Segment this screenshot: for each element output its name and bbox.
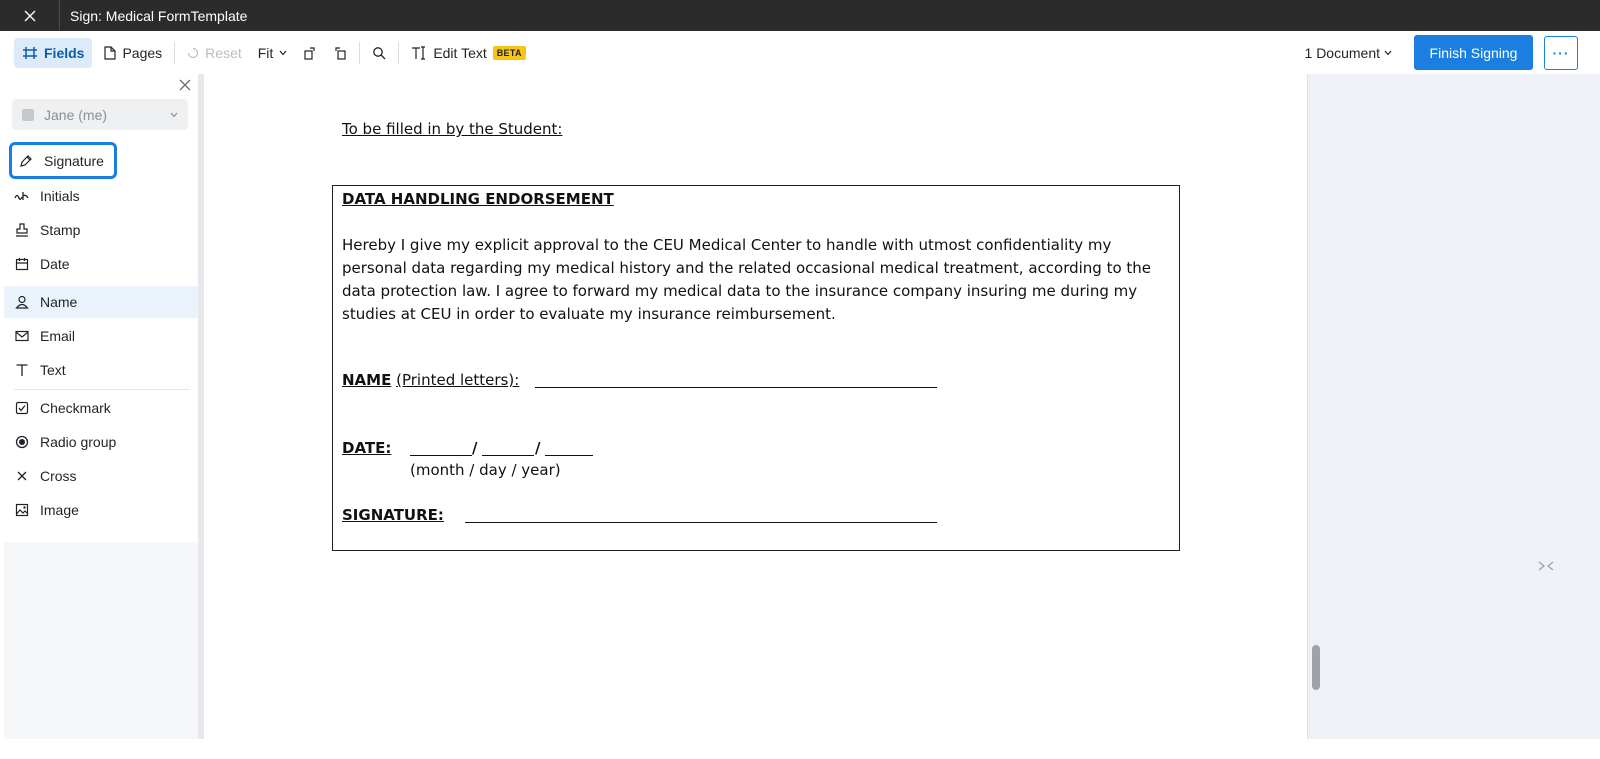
rotate-right-button[interactable] — [295, 38, 325, 68]
toolbar — [0, 31, 1600, 74]
field-cross[interactable] — [4, 460, 198, 492]
fit-dropdown[interactable] — [250, 38, 296, 68]
field-radio-group[interactable] — [4, 426, 198, 458]
fields-label: Fields — [44, 44, 85, 61]
reset-button[interactable] — [179, 38, 250, 68]
rotate-left-button[interactable] — [325, 38, 355, 68]
envelope-icon — [14, 328, 30, 344]
date-day-line[interactable] — [482, 455, 534, 456]
endorsement-paragraph: Hereby I give my explicit approval to the CEU Medical Center to handle with utmost confidentiality my personal data regarding my medical history and the related occasional medical treatment, according to the data protection law. I agree to forward my medical data to the insurance company insuring me during my studies at CEU in order to evaluate my insurance reimbursement. — [342, 236, 1152, 323]
field-label: Initials — [40, 188, 80, 204]
pen-icon — [18, 153, 34, 169]
endorsement-title: DATA HANDLING ENDORSEMENT — [342, 190, 614, 208]
close-icon — [23, 9, 37, 23]
toolbar-divider — [398, 42, 399, 64]
sidebar-divider — [14, 389, 190, 390]
signer-name: Jane (me) — [44, 106, 108, 123]
field-image[interactable] — [4, 494, 198, 526]
reset-label: Reset — [205, 44, 242, 61]
date-year-line[interactable] — [545, 455, 593, 456]
date-separator: / — [472, 439, 478, 457]
collapse-icon[interactable] — [1538, 558, 1554, 574]
field-stamp[interactable] — [4, 214, 198, 246]
reset-icon — [187, 47, 199, 59]
signer-color-swatch — [22, 109, 34, 121]
close-window-button[interactable] — [0, 0, 60, 31]
name-input-line[interactable] — [535, 387, 937, 388]
beta-badge: BETA — [493, 46, 526, 60]
date-format-hint: (month / day / year) — [410, 461, 561, 479]
radio-icon — [14, 434, 30, 450]
person-icon — [14, 294, 30, 310]
field-label: Checkmark — [40, 400, 111, 416]
field-email[interactable] — [4, 320, 198, 352]
finish-signing-button[interactable]: Finish Signing — [1414, 35, 1533, 70]
stamp-icon — [14, 222, 30, 238]
field-label: Stamp — [40, 222, 81, 238]
field-name[interactable] — [4, 286, 198, 318]
edit-text-label: Edit Text — [433, 44, 487, 61]
toolbar-divider — [359, 42, 360, 64]
toolbar-divider — [174, 42, 175, 64]
field-label: Text — [40, 362, 66, 378]
name-label: NAME — [342, 371, 392, 389]
field-label: Cross — [40, 468, 77, 484]
calendar-icon — [14, 256, 30, 272]
document-dropdown[interactable] — [1305, 45, 1392, 61]
initials-icon — [14, 188, 30, 204]
signer-select[interactable] — [12, 99, 188, 130]
rotate-left-icon — [333, 46, 347, 60]
student-section-heading: To be filled in by the Student: — [342, 120, 563, 138]
field-checkmark[interactable] — [4, 392, 198, 424]
window-title: Sign: Medical FormTemplate — [70, 7, 248, 24]
field-initials[interactable] — [4, 180, 198, 212]
close-sidebar-icon[interactable] — [178, 78, 192, 92]
date-month-line[interactable] — [410, 455, 472, 456]
field-label: Signature — [44, 152, 104, 169]
search-icon — [372, 46, 386, 60]
field-label: Name — [40, 294, 78, 310]
field-label: Image — [40, 502, 79, 518]
date-label: DATE: — [342, 439, 392, 457]
field-signature[interactable] — [9, 142, 117, 179]
field-date[interactable] — [4, 248, 198, 280]
name-hint: (Printed letters): — [396, 371, 520, 389]
field-label: Radio group — [40, 434, 117, 450]
chevron-down-icon — [170, 112, 178, 118]
pages-tab[interactable] — [96, 38, 170, 68]
cross-icon — [14, 468, 30, 484]
date-separator: / — [535, 439, 541, 457]
chevron-down-icon — [1384, 50, 1392, 56]
field-text[interactable] — [4, 354, 198, 386]
pages-label: Pages — [122, 44, 163, 61]
edit-text-icon — [411, 46, 427, 60]
document-dropdown-label: 1 Document — [1304, 44, 1380, 61]
text-icon — [14, 362, 30, 378]
edit-text-button[interactable] — [403, 38, 533, 68]
checkbox-icon — [14, 400, 30, 416]
fields-tab[interactable] — [14, 38, 92, 68]
sidebar-empty-area — [4, 542, 198, 739]
page-icon — [104, 46, 116, 60]
fields-icon — [22, 46, 38, 60]
fit-label: Fit — [257, 44, 274, 61]
rotate-right-icon — [303, 46, 317, 60]
field-label: Date — [40, 256, 70, 272]
fields-sidebar — [4, 74, 198, 542]
title-bar — [0, 0, 1600, 31]
field-label: Email — [40, 328, 76, 344]
more-options-button[interactable]: ··· — [1544, 36, 1578, 70]
signature-label: SIGNATURE: — [342, 506, 444, 524]
document-scrollbar[interactable] — [1312, 645, 1320, 690]
signature-input-line[interactable] — [465, 522, 937, 523]
chevron-down-icon — [279, 50, 287, 56]
name-field-label — [342, 371, 519, 389]
right-panel — [1307, 74, 1600, 739]
search-button[interactable] — [364, 38, 394, 68]
image-icon — [14, 502, 30, 518]
